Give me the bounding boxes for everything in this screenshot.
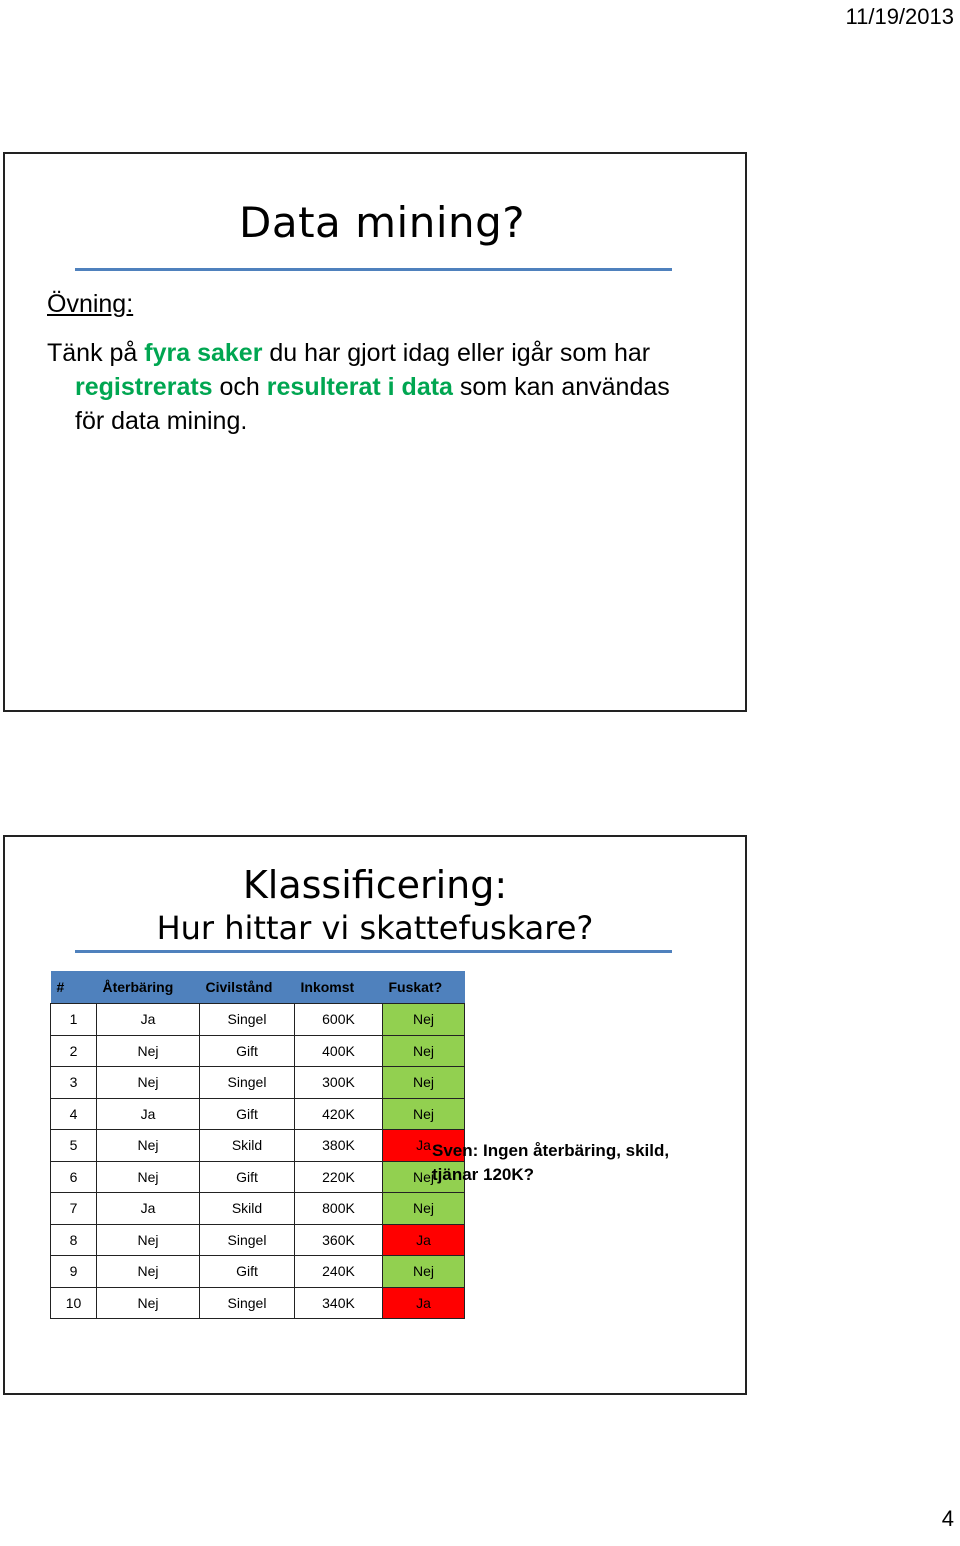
text-segment: Tänk på (47, 339, 145, 367)
table-cell: 1 (51, 1004, 97, 1036)
highlight-text: fyra saker (144, 339, 263, 367)
table-cell: Singel (200, 1287, 295, 1319)
table-cell: 9 (51, 1256, 97, 1288)
table-row (51, 1004, 465, 1036)
table-row (51, 1256, 465, 1288)
answer-cell: Nej (383, 1067, 465, 1099)
answer-cell: Nej (383, 1193, 465, 1225)
table-row (51, 1035, 465, 1067)
table-cell: Singel (200, 1004, 295, 1036)
table-cell: Nej (97, 1035, 200, 1067)
table-cell: Nej (97, 1256, 200, 1288)
exercise-text (47, 336, 727, 438)
text-segment: som kan användas (452, 373, 670, 401)
callout-line: tjänar 120K? (432, 1165, 535, 1184)
page-number: 4 (941, 1506, 954, 1531)
answer-cell: Nej (383, 1035, 465, 1067)
table-row (51, 1067, 465, 1099)
column-header: # (51, 971, 97, 1004)
table-cell: Nej (97, 1130, 200, 1162)
table-cell: 380K (295, 1130, 383, 1162)
column-header: Återbäring (97, 971, 200, 1004)
text-line (47, 370, 727, 404)
answer-cell: Ja (383, 1130, 465, 1162)
table-row (51, 1193, 465, 1225)
table-cell: 2 (51, 1035, 97, 1067)
text-segment: och (212, 373, 267, 401)
table-cell: 420K (295, 1098, 383, 1130)
tax-fraud-table (50, 971, 465, 1319)
table-header-row (51, 971, 465, 1004)
table-cell: Nej (97, 1224, 200, 1256)
answer-cell: Nej (383, 1256, 465, 1288)
table-cell: 240K (295, 1256, 383, 1288)
table-cell: Skild (200, 1130, 295, 1162)
table-cell: Ja (97, 1193, 200, 1225)
table-cell: 6 (51, 1161, 97, 1193)
text-line: för data mining. (75, 407, 248, 435)
title-underline (75, 950, 672, 953)
column-header: Fuskat? (383, 971, 465, 1004)
answer-cell: Nej (383, 1004, 465, 1036)
table-cell: Singel (200, 1067, 295, 1099)
column-header: Inkomst (295, 971, 383, 1004)
table-row (51, 1224, 465, 1256)
slide-data-mining (3, 152, 747, 712)
slide-title: Klassificering: (242, 863, 508, 907)
date-label: 11/19/2013 (845, 4, 954, 29)
table-cell: Nej (97, 1067, 200, 1099)
title-underline (75, 268, 672, 271)
table-cell: Nej (97, 1287, 200, 1319)
slide-classification (3, 835, 747, 1395)
table-row (51, 1161, 465, 1193)
table-cell: Ja (97, 1098, 200, 1130)
highlight-text: resulterat i data (266, 373, 453, 401)
table-cell: Gift (200, 1256, 295, 1288)
text-segment: du har gjort idag eller igår som har (262, 339, 651, 367)
table-cell: 7 (51, 1193, 97, 1225)
table-cell: Gift (200, 1035, 295, 1067)
table-cell: Gift (200, 1161, 295, 1193)
table-cell: 3 (51, 1067, 97, 1099)
callout-line: Sven: Ingen återbäring, skild, (432, 1141, 670, 1160)
table-row (51, 1130, 465, 1162)
answer-cell: Nej (383, 1161, 465, 1193)
exercise-heading: Övning: (47, 290, 134, 318)
table-cell: Gift (200, 1098, 295, 1130)
table-cell: 300K (295, 1067, 383, 1099)
table-cell: 220K (295, 1161, 383, 1193)
answer-cell: Ja (383, 1224, 465, 1256)
slide-subtitle: Hur hittar vi skattefuskare? (156, 909, 594, 947)
question-callout (432, 1139, 732, 1187)
column-header: Civilstånd (200, 971, 295, 1004)
table-cell: Ja (97, 1004, 200, 1036)
table-cell: 600K (295, 1004, 383, 1036)
table-cell: Skild (200, 1193, 295, 1225)
slide-title: Data mining? (239, 198, 526, 247)
table-cell: Singel (200, 1224, 295, 1256)
table-cell: 5 (51, 1130, 97, 1162)
table-cell: 8 (51, 1224, 97, 1256)
table-row (51, 1098, 465, 1130)
table-cell: 360K (295, 1224, 383, 1256)
table-cell: 800K (295, 1193, 383, 1225)
highlight-text: registrerats (75, 373, 213, 401)
table-row (51, 1287, 465, 1319)
answer-cell: Nej (383, 1098, 465, 1130)
table-cell: 400K (295, 1035, 383, 1067)
answer-cell: Ja (383, 1287, 465, 1319)
table-cell: 340K (295, 1287, 383, 1319)
table-cell: Nej (97, 1161, 200, 1193)
table-cell: 10 (51, 1287, 97, 1319)
table-cell: 4 (51, 1098, 97, 1130)
